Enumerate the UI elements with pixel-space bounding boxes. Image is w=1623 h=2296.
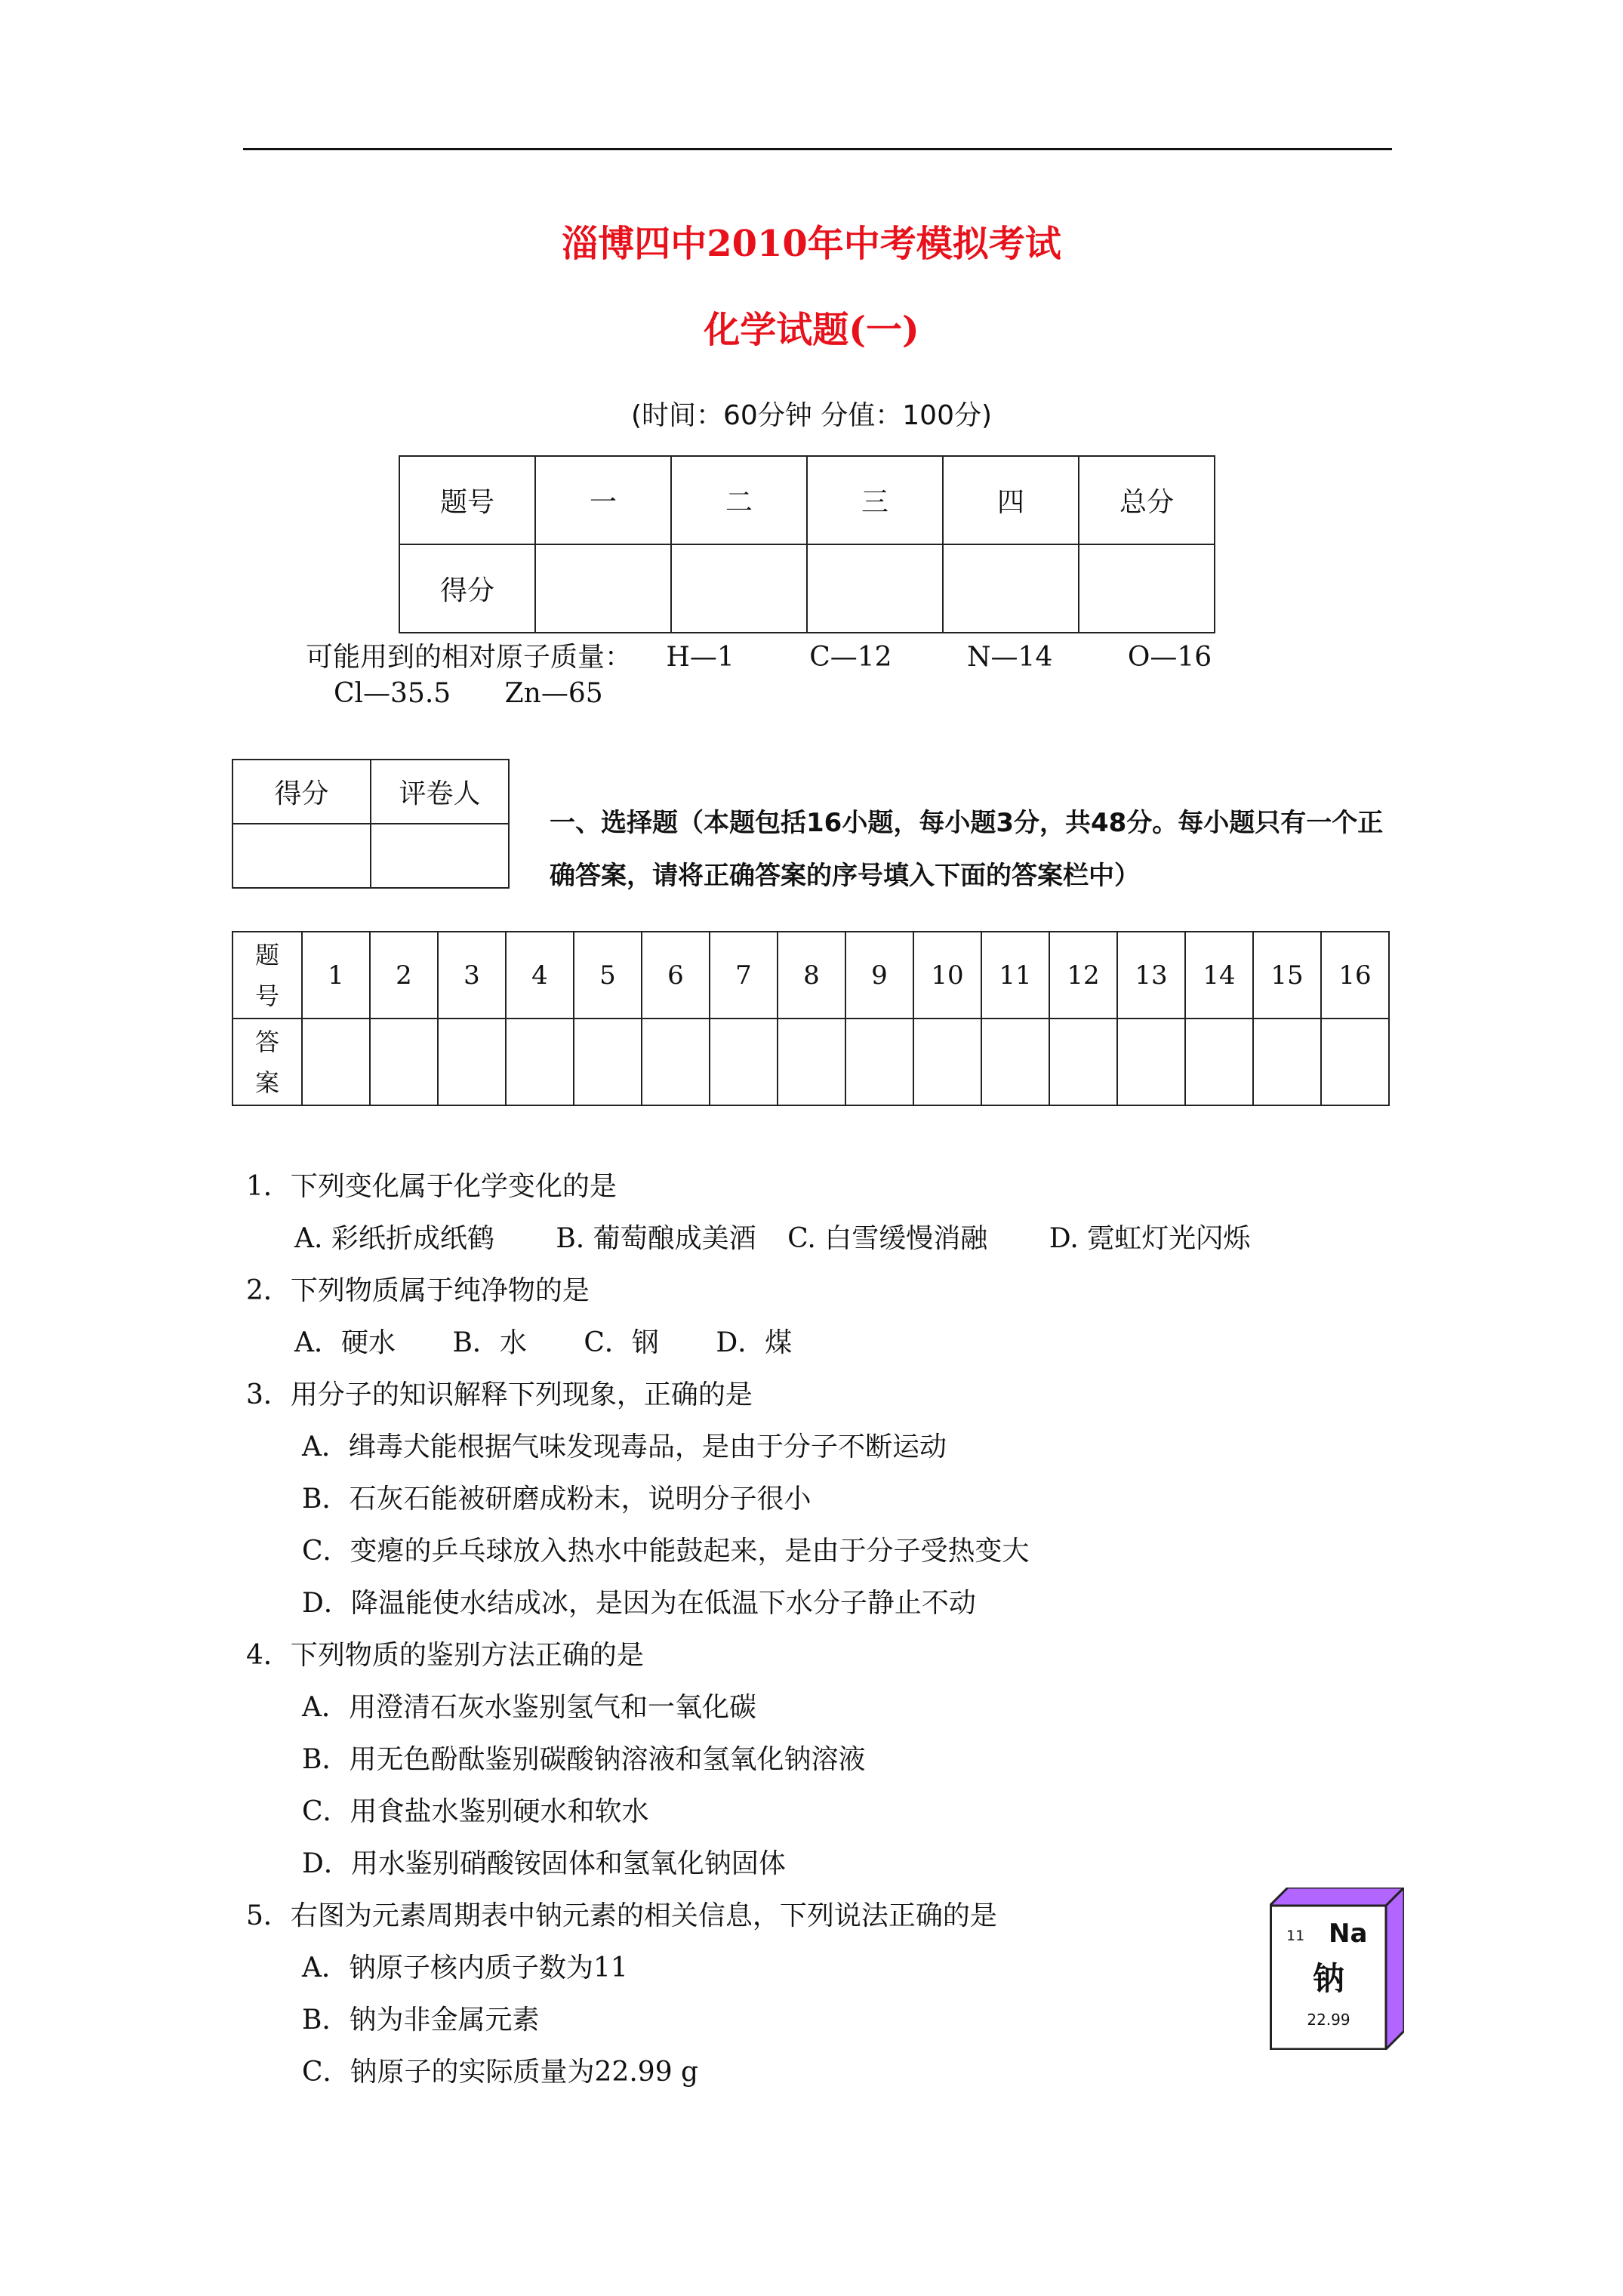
card-side-face [1386, 1888, 1404, 2049]
option: C．钠原子的实际质量为22.99 g [302, 2057, 699, 2088]
exam-title: 淄博四中2010年中考模拟考试 [562, 223, 1061, 265]
answer-number: 5 [574, 932, 642, 1019]
score-cell: 三 [807, 456, 943, 544]
answer-number: 1 [302, 932, 370, 1019]
answer-blank[interactable] [1185, 1019, 1253, 1105]
answer-blank-row [233, 1019, 1389, 1105]
answer-blank[interactable] [981, 1019, 1049, 1105]
answer-blank[interactable] [1049, 1019, 1117, 1105]
card-top-face [1270, 1888, 1404, 1906]
grader-cell: 评卷人 [371, 760, 509, 824]
answer-blank[interactable] [642, 1019, 710, 1105]
grader-header-row [233, 760, 509, 824]
answer-number: 16 [1321, 932, 1389, 1019]
answer-number: 2 [370, 932, 438, 1019]
grader-blank-row [233, 824, 509, 888]
answer-number: 12 [1049, 932, 1117, 1019]
score-cell: 四 [943, 456, 1079, 544]
option: B．用无色酚酞鉴别碳酸钠溶液和氢氧化钠溶液 [302, 1744, 866, 1775]
grader-table [232, 759, 510, 889]
score-table-score-row [399, 544, 1215, 633]
answer-blank[interactable] [574, 1019, 642, 1105]
option: C．用食盐水鉴别硬水和软水 [302, 1796, 649, 1827]
score-cell: 一 [535, 456, 671, 544]
score-blank[interactable] [1079, 544, 1215, 633]
grader-blank[interactable] [371, 824, 509, 888]
option: D．用水鉴别硝酸铵固体和氢氧化钠固体 [302, 1848, 786, 1879]
answer-q-label-char: 题 [254, 940, 279, 969]
atomic-mass-label: 可能用到的相对原子质量： [306, 642, 633, 673]
answer-number: 7 [710, 932, 778, 1019]
option: A. 彩纸折成纸鹤 [294, 1223, 494, 1254]
score-table [399, 455, 1215, 633]
score-cell: 题号 [399, 456, 535, 544]
section-one-heading: 一、选择题（本题包括16小题，每小题3分，共48分。每小题只有一个正确答案，请将正确答案的序号填入下面的答案栏中） [550, 808, 1384, 891]
answer-number-row [233, 932, 1389, 1019]
answer-number: 11 [981, 932, 1049, 1019]
header-rule [243, 148, 1392, 150]
answer-blank[interactable] [913, 1019, 981, 1105]
score-blank[interactable] [671, 544, 807, 633]
atomic-mass-item: Zn—65 [504, 678, 603, 709]
question-stem: 5．右图为元素周期表中钠元素的相关信息，下列说法正确的是 [246, 1900, 997, 1931]
answer-number: 13 [1117, 932, 1185, 1019]
option: B．水 [452, 1327, 527, 1358]
sodium-element-card [1270, 1888, 1404, 2050]
answer-number: 10 [913, 932, 981, 1019]
answer-blank[interactable] [1117, 1019, 1185, 1105]
atomic-mass-item: Cl—35.5 [334, 678, 451, 709]
option: D. 霓虹灯光闪烁 [1049, 1223, 1251, 1254]
answer-blank[interactable] [1321, 1019, 1389, 1105]
option: A．硬水 [294, 1327, 396, 1358]
option: B．钠为非金属元素 [302, 2005, 540, 2036]
grader-blank[interactable] [233, 824, 371, 888]
score-blank[interactable] [807, 544, 943, 633]
question-stem: 3．用分子的知识解释下列现象，正确的是 [246, 1379, 753, 1410]
option: B．石灰石能被研磨成粉末，说明分子很小 [302, 1484, 812, 1515]
option: C．钢 [584, 1327, 659, 1358]
exam-subtitle: 化学试题(一) [704, 309, 919, 351]
answer-blank[interactable] [302, 1019, 370, 1105]
option: B. 葡萄酿成美酒 [556, 1223, 756, 1254]
atomic-mass-line-1 [306, 636, 1212, 674]
answer-blank[interactable] [710, 1019, 778, 1105]
option: C．变瘪的乒乓球放入热水中能鼓起来，是由于分子受热变大 [302, 1536, 1030, 1567]
exam-info: (时间：60分钟 分值：100分) [630, 400, 993, 431]
answer-blank[interactable] [370, 1019, 438, 1105]
atomic-mass-item: N—14 [967, 642, 1053, 673]
answer-blank[interactable] [845, 1019, 913, 1105]
answer-a-label-char: 案 [254, 1068, 279, 1097]
question-stem: 4．下列物质的鉴别方法正确的是 [246, 1640, 644, 1671]
answer-number: 14 [1185, 932, 1253, 1019]
atomic-number: 11 [1286, 1928, 1305, 1944]
answer-number: 3 [438, 932, 506, 1019]
answer-q-label-char: 号 [254, 981, 279, 1010]
answer-number: 6 [642, 932, 710, 1019]
question-options-row [294, 1321, 792, 1360]
atomic-mass: 22.99 [1307, 2011, 1350, 2029]
option: A．缉毒犬能根据气味发现毒品，是由于分子不断运动 [302, 1432, 947, 1462]
answer-blank[interactable] [506, 1019, 574, 1105]
atomic-mass-item: C—12 [809, 642, 892, 673]
option: C. 白雪缓慢消融 [787, 1223, 988, 1254]
answer-blank[interactable] [1253, 1019, 1321, 1105]
answer-table [232, 931, 1390, 1106]
question-options-row [294, 1217, 1250, 1256]
question-stem: 1．下列变化属于化学变化的是 [246, 1171, 617, 1202]
answer-number: 4 [506, 932, 574, 1019]
answer-number: 15 [1253, 932, 1321, 1019]
option: D．煤 [716, 1327, 793, 1358]
answer-a-label [233, 1019, 302, 1105]
element-name: 钠 [1312, 1960, 1345, 1997]
score-blank[interactable] [943, 544, 1079, 633]
atomic-mass-item: O—16 [1127, 642, 1212, 673]
answer-a-label-char: 答 [254, 1027, 279, 1056]
atomic-mass-line-2 [334, 678, 603, 709]
element-symbol: Na [1329, 1918, 1368, 1949]
score-table-header-row [399, 456, 1215, 544]
atomic-mass-item: H—1 [666, 642, 735, 673]
score-cell: 二 [671, 456, 807, 544]
option: A．用澄清石灰水鉴别氢气和一氧化碳 [302, 1692, 756, 1723]
answer-number: 8 [778, 932, 845, 1019]
option: D．降温能使水结成冰，是因为在低温下水分子静止不动 [302, 1588, 976, 1619]
grader-cell: 得分 [233, 760, 371, 824]
answer-number: 9 [845, 932, 913, 1019]
answer-q-label [233, 932, 302, 1019]
score-blank[interactable] [535, 544, 671, 633]
question-stem: 2．下列物质属于纯净物的是 [246, 1275, 590, 1306]
answer-blank[interactable] [438, 1019, 506, 1105]
answer-blank[interactable] [778, 1019, 845, 1105]
score-cell: 总分 [1079, 456, 1215, 544]
option: A．钠原子核内质子数为11 [302, 1952, 628, 1983]
score-row-label: 得分 [399, 544, 535, 633]
